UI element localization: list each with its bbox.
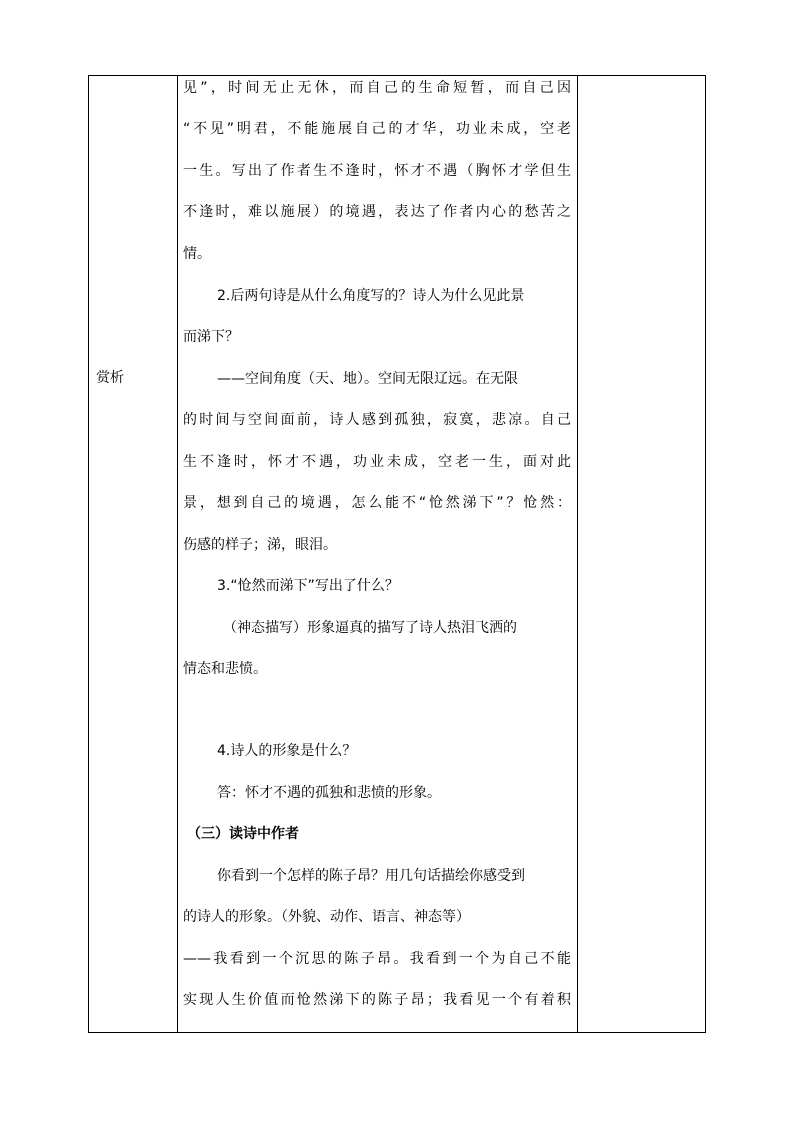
content-line: 生不逢时，怀才不遇，功业未成，空老一生，面对此 [183, 454, 571, 470]
content-line: 实现人生价值而怆然涕下的陈子昂；我看见一个有着积 [183, 992, 571, 1008]
content-line: 见”，时间无止无休，而自己的生命短暂，而自己因 [183, 80, 571, 96]
content-line: 情态和悲愤。 [183, 661, 267, 677]
answer-2: ——空间角度（天、地）。空间无限辽远。在无限 [217, 371, 518, 387]
answer-5: ——我看到一个沉思的陈子昂。我看到一个为自己不能 [183, 951, 571, 967]
question-5: 你看到一个怎样的陈子昂？用几句话描绘你感受到 [217, 868, 525, 884]
question-3: 3.“怆然而涕下”写出了什么？ [217, 578, 399, 594]
question-4: 4.诗人的形象是什么？ [217, 743, 357, 759]
answer-4: 答：怀才不遇的孤独和悲愤的形象。 [217, 785, 441, 801]
row-label-appreciation: 赏析 [96, 370, 124, 386]
content-line: 情。 [183, 246, 211, 262]
column-divider-left [177, 76, 178, 1032]
answer-3: （神态描写）形象逼真的描写了诗人热泪飞洒的 [223, 620, 517, 636]
content-line: 而涕下？ [183, 329, 239, 345]
column-divider-right [577, 76, 578, 1032]
content-line: “不见”明君，不能施展自己的才华，功业未成，空老 [183, 121, 571, 137]
content-line: 伤感的样子；涕，眼泪。 [183, 537, 337, 553]
section-heading: （三）读诗中作者 [187, 826, 299, 842]
question-2: 2.后两句诗是从什么角度写的？诗人为什么见此景 [217, 288, 525, 304]
content-line: 一生。写出了作者生不逢时，怀才不遇（胸怀才学但生 [183, 163, 571, 179]
content-line: 不逢时，难以施展）的境遇，表达了作者内心的愁苦之 [183, 204, 571, 220]
content-line: 的时间与空间面前，诗人感到孤独，寂寞，悲凉。自己 [183, 412, 571, 428]
content-line: 的诗人的形象。（外貌、动作、语言、神态等） [183, 909, 470, 925]
content-line: 景，想到自己的境遇，怎么能不“怆然涕下”？怆然： [183, 495, 571, 511]
